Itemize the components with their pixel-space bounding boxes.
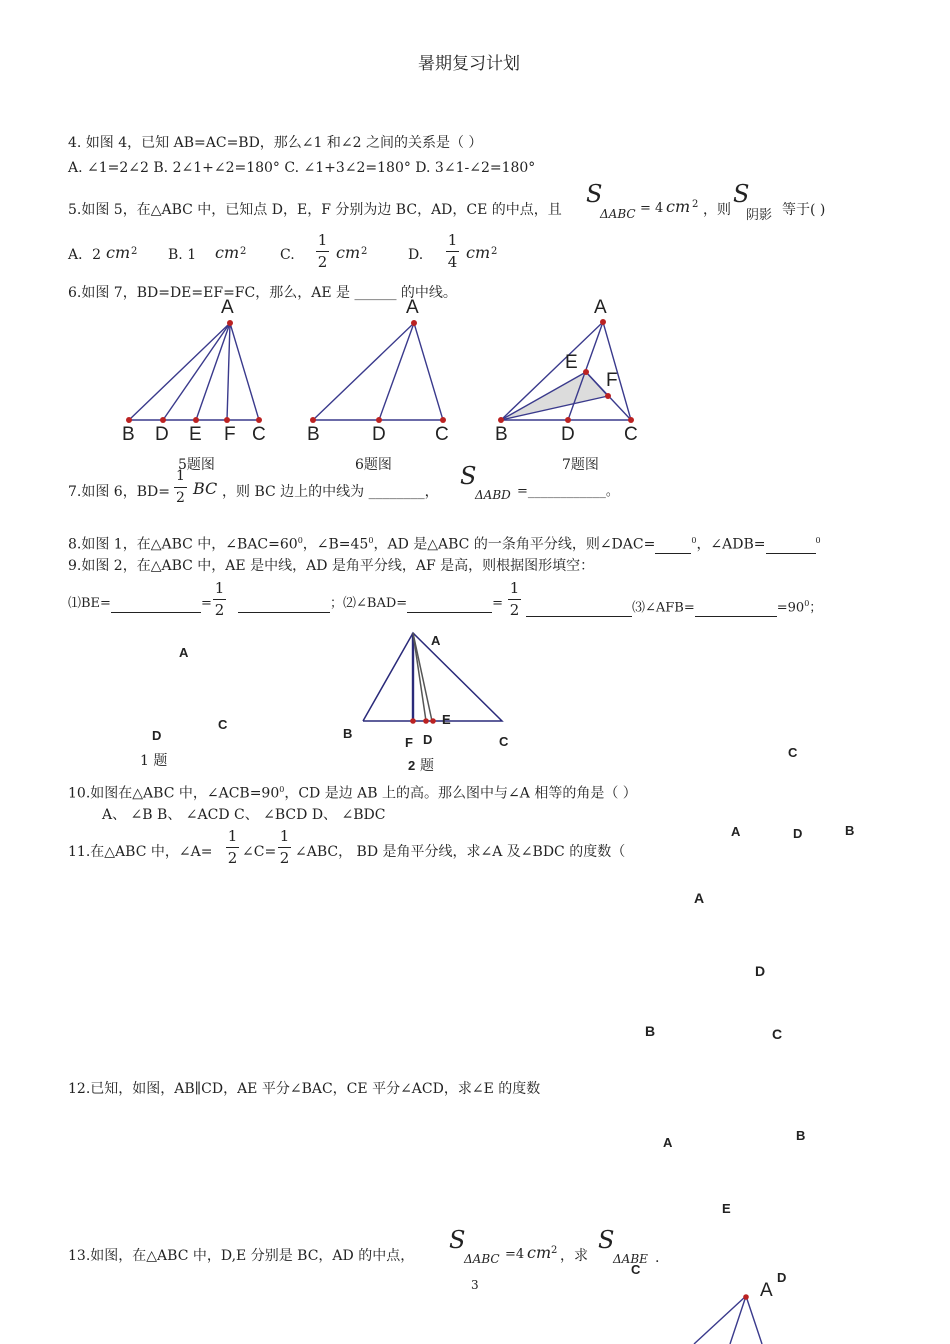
unit: cm [106, 243, 131, 262]
q6-stem: 6.如图 7，BD=DE=EF=FC，那么，AE 是 ______ 的中线。 [68, 285, 457, 301]
denominator: 2 [317, 253, 328, 271]
figure-13-point [743, 1294, 749, 1300]
q9-blanks: ⑴BE= = [68, 596, 212, 611]
q9-stem: 9.如图 2，在△ABC 中，AE 是中线，AD 是角平分线，AF 是高，则根据图形填空： [68, 558, 595, 574]
blank-adb [766, 553, 816, 554]
denominator: 4 [447, 253, 458, 271]
q13-stem: 13.如图，在△ABC 中，D,E 分别是 BC，AD 的中点， [68, 1248, 415, 1264]
unit: cm [215, 243, 240, 262]
area-equals: =4 [505, 1247, 525, 1262]
fig11-label-c: C [772, 1026, 783, 1042]
q13-dot: . [655, 1250, 660, 1266]
area-symbol: S [586, 180, 603, 208]
fig7-label-b: B [495, 424, 508, 445]
fig6-label-b: B [307, 424, 320, 445]
fig11-label-d: D [755, 963, 766, 979]
q9-blanks-3: ⑶∠AFB= $=90^0$； [526, 595, 822, 617]
unit: cm [527, 1243, 552, 1262]
fig6-label-a: A [406, 297, 419, 318]
q11-stem-end: ∠ABC， BD 是角平分线，求∠A 及∠BDC 的度数（ [295, 844, 626, 860]
fig10-label-b: B [845, 823, 855, 838]
fig11-label-a: A [694, 890, 705, 906]
q5-option-c: C. [280, 247, 295, 263]
q9-blanks-2: ；⑵∠BAD= = [238, 595, 503, 613]
fig10-label-a: A [731, 824, 741, 839]
unit-exponent: 2 [491, 246, 498, 257]
shaded-subscript: 阴影 [746, 208, 773, 223]
fig5-caption: 5题图 [178, 457, 215, 473]
fig12-label-b: B [796, 1128, 806, 1143]
fig7-label-c: C [624, 424, 638, 445]
area-equals: = 4 [640, 201, 664, 216]
figure-5-points [126, 320, 262, 423]
fig10-label-c: C [788, 745, 798, 760]
page-number: 3 [471, 1278, 479, 1292]
q7-stem: 7.如图 6，BD= [68, 484, 170, 500]
fig1-label-a: A [179, 645, 189, 660]
fig5-label-b: B [122, 424, 135, 445]
fig1-label-c: C [218, 717, 228, 732]
unit-exponent: 2 [131, 246, 138, 257]
q11-stem: 11.在△ABC 中，∠A= [68, 844, 213, 860]
q4-stem: 4. 如图 4，已知 AB=AC=BD，那么∠1 和∠2 之间的关系是（ ） [68, 135, 483, 151]
fig2-label-a: A [431, 633, 441, 648]
unit: cm [666, 197, 691, 216]
numerator: 1 [176, 468, 185, 484]
fig2-label-e: E [442, 712, 451, 727]
figure-13 [694, 1296, 762, 1344]
fig10-label-d: D [793, 826, 803, 841]
unit: cm [336, 243, 361, 262]
fig2-label-f: F [405, 735, 413, 750]
numerator: 1 [317, 231, 328, 249]
fraction-half: 1 2 [279, 827, 290, 867]
fig12-label-a: A [663, 1135, 673, 1150]
unit-exponent: 2 [551, 1245, 558, 1256]
q5-option-d: D. [408, 247, 424, 263]
fig5-label-e: E [189, 424, 202, 445]
fig5-label-d: D [155, 424, 169, 445]
q4-options: A. ∠1=2∠2 B. 2∠1+∠2=180° C. ∠1+3∠2=180° D. 3∠1-∠2=180° [68, 160, 536, 176]
area-symbol: S [460, 462, 477, 490]
area-subscript: ΔABC [600, 207, 636, 221]
fig7-label-f: F [606, 370, 618, 391]
unit: cm [466, 243, 491, 262]
fig12-label-c: C [631, 1262, 641, 1277]
fig7-label-a: A [594, 297, 607, 318]
fig7-label-d: D [561, 424, 575, 445]
fig12-label-d: D [777, 1270, 787, 1285]
q5-option-a: A．2 [68, 247, 102, 263]
fig2-caption: 题 [420, 758, 434, 774]
area-subscript: ΔABD [475, 488, 511, 502]
fig6-caption: 6题图 [355, 457, 392, 473]
fig2-label-b: B [343, 726, 353, 741]
q5-stem: 5.如图 5，在△ABC 中，已知点 D，E，F 分别为边 BC，AD，CE 的中点，且 [68, 202, 562, 218]
fig12-label-e: E [722, 1201, 731, 1216]
fig5-label-a: A [221, 297, 234, 318]
fraction-half: 1 2 [227, 827, 238, 867]
fig5-label-c: C [252, 424, 266, 445]
fig1-label-d: D [152, 728, 162, 743]
fig2-label-c: C [499, 734, 509, 749]
area-subscript: ΔABC [464, 1252, 500, 1266]
q7-stem-mid: ，则 BC 边上的中线为 ________， [222, 484, 439, 500]
fig6-label-d: D [372, 424, 386, 445]
area-symbol: S [598, 1226, 615, 1254]
area-subscript: ΔABE [613, 1252, 648, 1266]
fig6-label-c: C [435, 424, 449, 445]
q8-stem: 8.如图 1，在△ABC 中，$\angle BAC=60^0$，$\angle B=45^0$，AD 是△ABC 的一条角平分线，则∠DAC= $^0$，∠ADB= $^0$ [68, 536, 821, 553]
fraction-half [174, 468, 187, 507]
fraction-half: 1 2 [509, 579, 520, 619]
segment-bc: BC [193, 479, 218, 498]
denominator: 2 [176, 490, 185, 506]
q7-stem-end: =____________。 [517, 484, 619, 499]
q11-stem-mid: ∠C= [242, 844, 277, 860]
blank-dac [655, 553, 691, 554]
q5-option-b: B. 1 [168, 247, 197, 263]
figure-6 [313, 323, 443, 420]
fig11-label-b: B [645, 1023, 656, 1039]
page-title: 暑期复习计划 [418, 54, 520, 74]
q12-stem: 12.已知，如图，AB∥CD，AE 平分∠BAC，CE 平分∠ACD，求∠E 的度数 [68, 1081, 541, 1097]
fig2-caption-num: 2 [408, 758, 416, 773]
unit-exponent: 2 [361, 246, 368, 257]
figure-5 [129, 323, 259, 420]
q10-stem: 10.如图在△ABC 中，$\angle ACB=90^0$，CD 是边 AB 上的高。那么图中与∠A 相等的角是（ ） [68, 785, 637, 802]
fig7-label-e: E [565, 352, 578, 373]
fraction-half: 1 2 [214, 579, 225, 619]
fig13-label-a: A [760, 1280, 773, 1301]
area-symbol: S [733, 180, 750, 208]
numerator: 1 [447, 231, 458, 249]
fig7-caption: 7题图 [562, 457, 599, 473]
q5-then: ，则 [703, 202, 731, 218]
figure-6-points [310, 320, 446, 423]
q13-ask: ，求 [560, 1248, 588, 1264]
q5-stem-end: 等于( ) [782, 202, 826, 218]
unit-exponent: 2 [692, 199, 699, 210]
fig1-caption: 1 题 [140, 753, 168, 769]
area-symbol: S [449, 1226, 466, 1254]
fig2-label-d: D [423, 732, 433, 747]
fig5-label-f: F [224, 424, 236, 445]
unit-exponent: 2 [240, 246, 247, 257]
q10-options: A、 ∠B B、 ∠ACD C、 ∠BCD D、 ∠BDC [102, 807, 386, 823]
